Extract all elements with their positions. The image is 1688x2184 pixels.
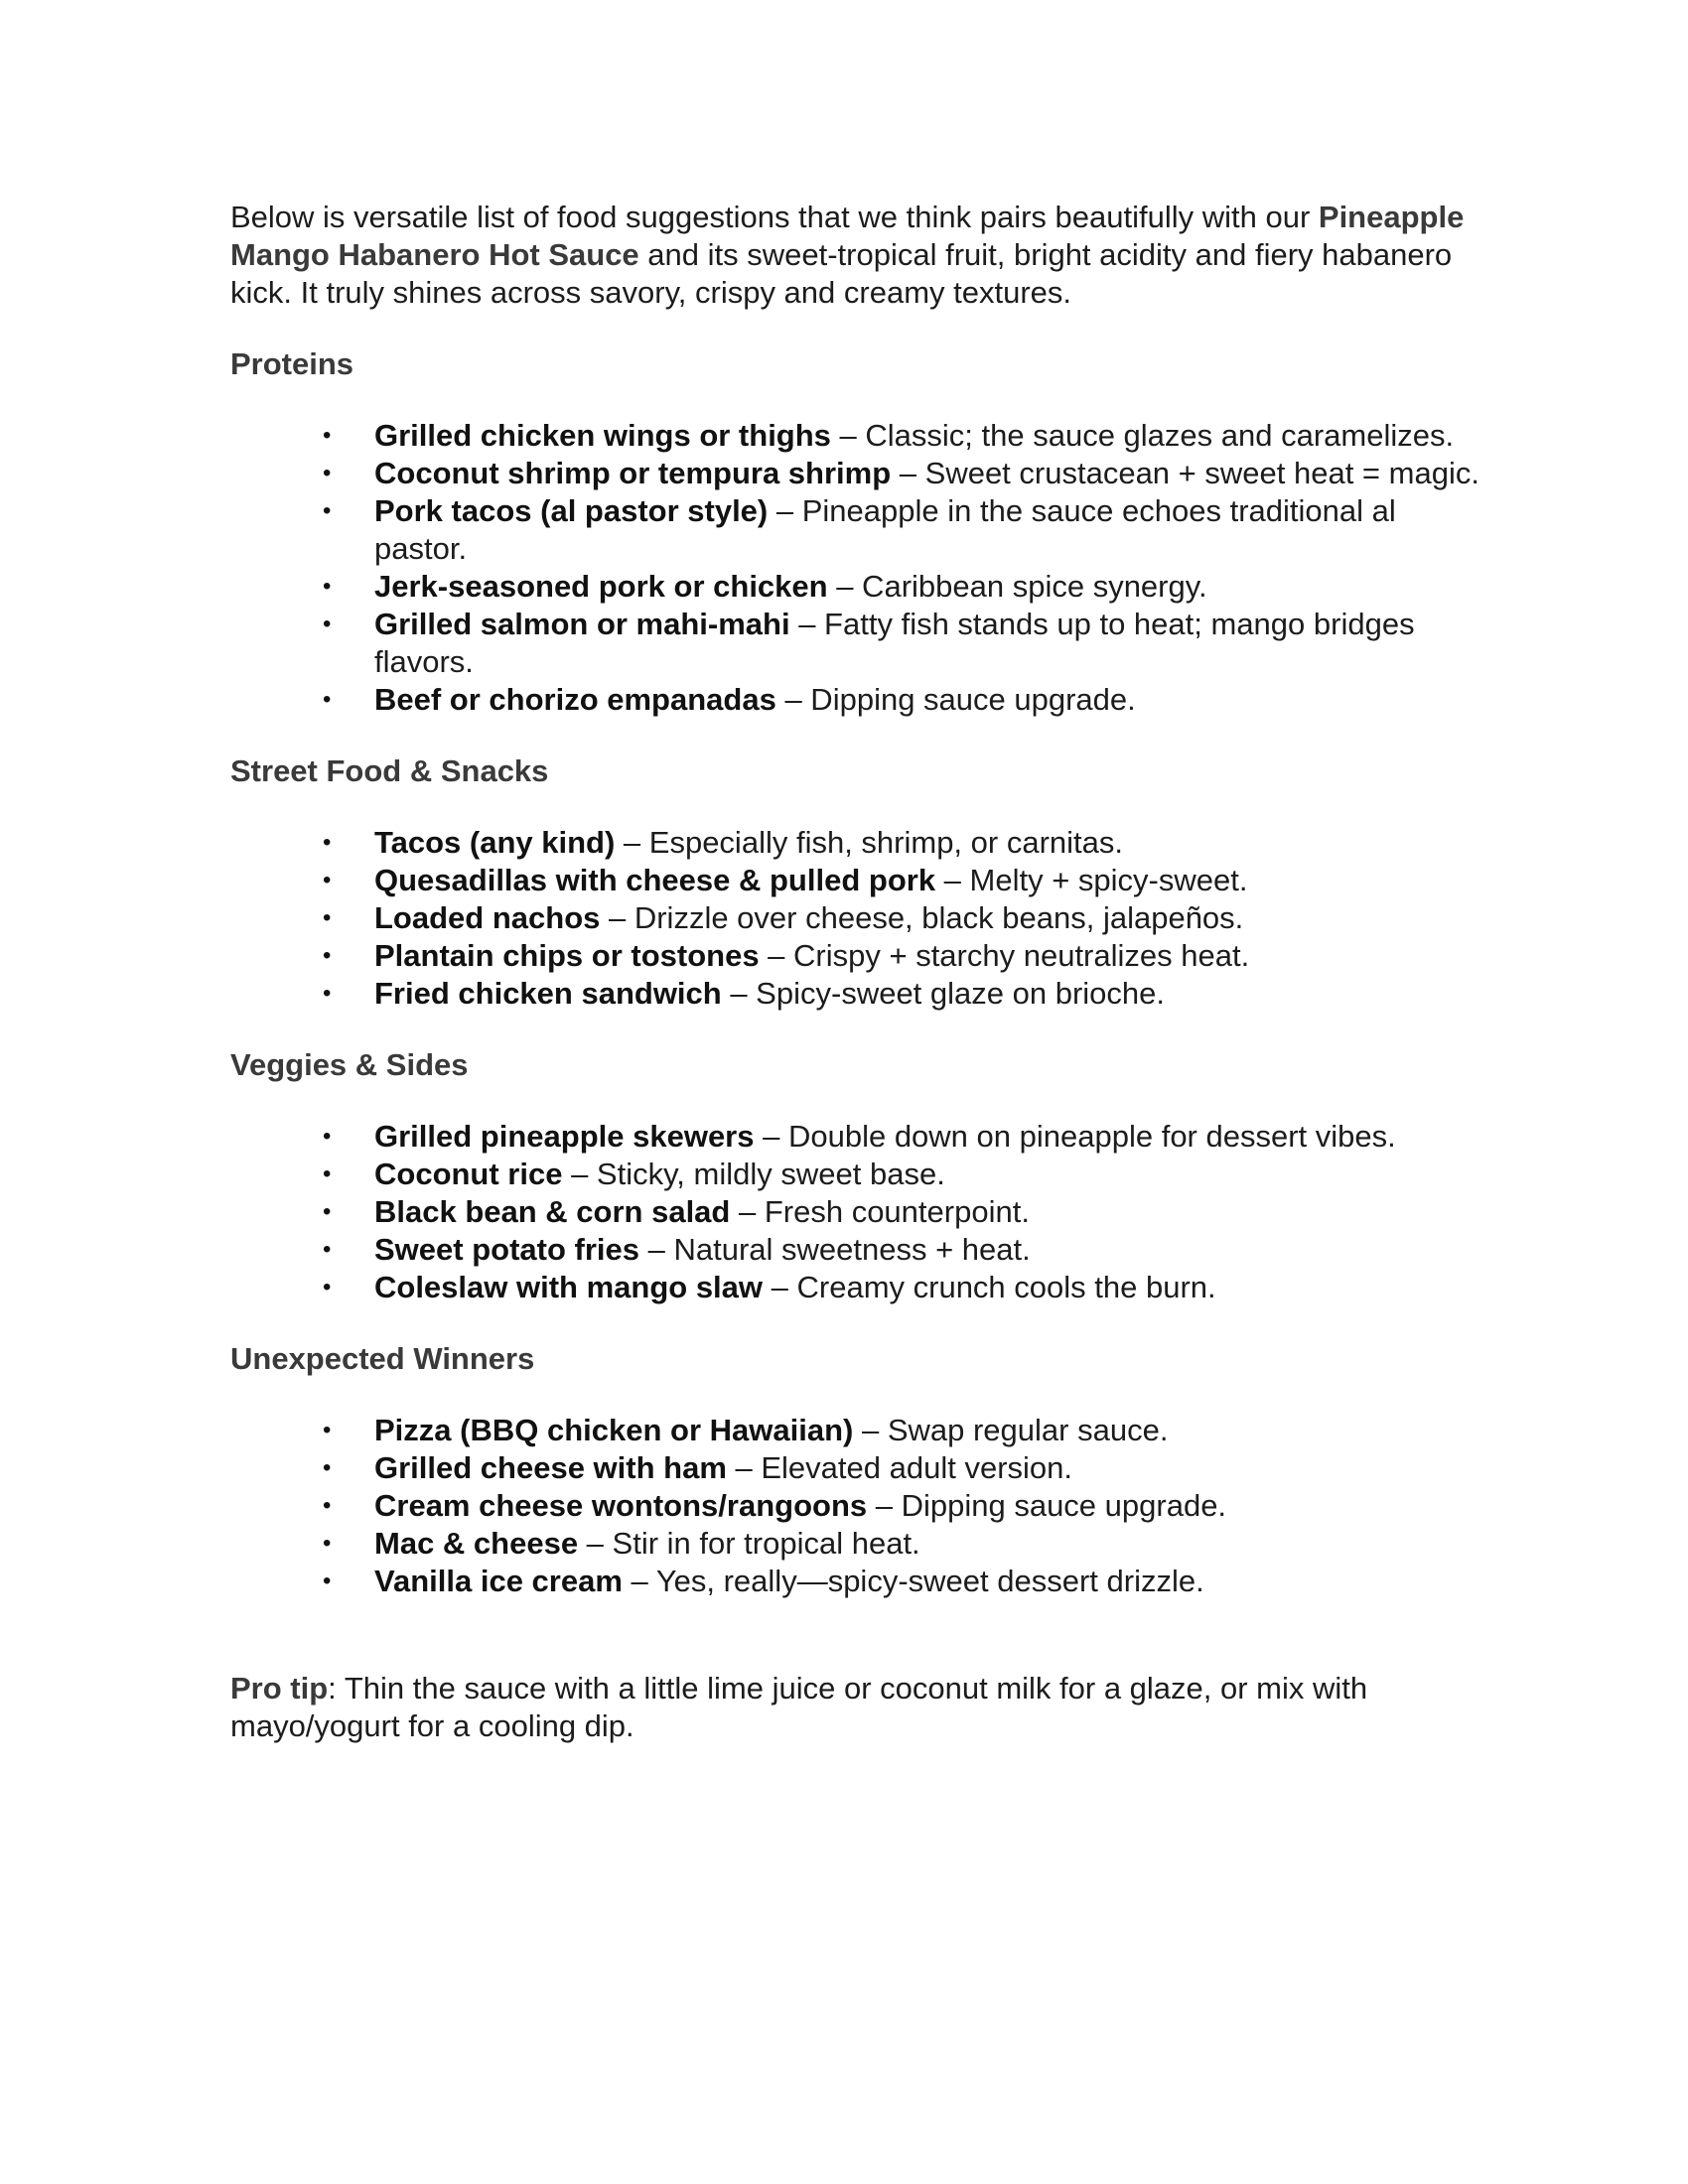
pro-tip-label: Pro tip — [230, 1671, 329, 1706]
list-item — [230, 824, 1491, 862]
item-name: Fried chicken sandwich — [374, 976, 722, 1011]
list-item — [230, 492, 1491, 568]
list-item — [230, 1525, 1491, 1563]
bullet-icon: • — [323, 422, 332, 449]
list-item — [230, 681, 1491, 719]
item-description: – Especially fish, shrimp, or carnitas. — [615, 825, 1123, 860]
list-item — [230, 1563, 1491, 1600]
item-name: Plantain chips or tostones — [374, 938, 760, 973]
item-name: Tacos (any kind) — [374, 825, 616, 860]
item-list — [230, 1118, 1491, 1306]
list-item — [230, 1193, 1491, 1231]
item-description: – Dipping sauce upgrade. — [867, 1488, 1227, 1523]
item-description: – Stir in for tropical heat. — [578, 1526, 920, 1561]
item-name: Mac & cheese — [374, 1526, 579, 1561]
bullet-icon: • — [323, 1198, 332, 1225]
item-description: – Fatty fish stands up to heat; mango bridges flavors. — [374, 607, 1415, 679]
section-proteins — [230, 345, 1491, 719]
list-item — [230, 1412, 1491, 1449]
item-description: – Elevated adult version. — [726, 1450, 1073, 1485]
item-name: Grilled cheese with ham — [374, 1450, 727, 1485]
section-veggies-sides — [230, 1046, 1491, 1306]
bullet-icon: • — [323, 1530, 332, 1557]
item-name: Coconut shrimp or tempura shrimp — [374, 456, 892, 490]
spacer — [230, 1634, 1491, 1670]
list-item — [230, 1156, 1491, 1193]
bullet-icon: • — [323, 1274, 332, 1300]
list-item — [230, 1449, 1491, 1487]
list-item — [230, 899, 1491, 937]
list-item — [230, 455, 1491, 492]
list-item — [230, 417, 1491, 455]
section-unexpected-winners — [230, 1340, 1491, 1600]
item-description: – Creamy crunch cools the burn. — [763, 1270, 1216, 1304]
bullet-icon: • — [323, 1417, 332, 1443]
list-item — [230, 1269, 1491, 1306]
item-list — [230, 824, 1491, 1013]
item-list — [230, 417, 1491, 719]
pro-tip-text: : Thin the sauce with a little lime juice or coconut milk for a glaze, or mix with mayo/yogurt for a cooling dip. — [230, 1671, 1368, 1743]
intro-text-after: and its sweet-tropical fruit, bright acidity and fiery habanero kick. It truly shines across savory, crispy and creamy textures. — [230, 237, 1453, 310]
bullet-icon: • — [323, 686, 332, 713]
document-page — [230, 199, 1491, 1745]
list-item — [230, 937, 1491, 975]
bullet-icon: • — [323, 904, 332, 931]
item-description: – Melty + spicy-sweet. — [935, 863, 1248, 897]
list-item — [230, 975, 1491, 1013]
pro-tip-paragraph — [230, 1670, 1491, 1745]
section-heading: Veggies & Sides — [230, 1047, 469, 1082]
intro-text-before: Below is versatile list of food suggestions that we think pairs beautifully with our — [230, 200, 1319, 234]
item-description: – Crispy + starchy neutralizes heat. — [759, 938, 1250, 973]
bullet-icon: • — [323, 1160, 332, 1187]
bullet-icon: • — [323, 980, 332, 1007]
item-description: – Natural sweetness + heat. — [639, 1232, 1031, 1267]
item-name: Loaded nachos — [374, 900, 601, 935]
bullet-icon: • — [323, 867, 332, 893]
bullet-icon: • — [323, 1492, 332, 1519]
item-name: Beef or chorizo empanadas — [374, 682, 776, 717]
item-description: – Swap regular sauce. — [853, 1413, 1169, 1447]
item-description: – Double down on pineapple for dessert vibes. — [754, 1119, 1396, 1154]
item-name: Sweet potato fries — [374, 1232, 639, 1267]
item-description: – Sweet crustacean + sweet heat = magic. — [891, 456, 1479, 490]
item-name: Grilled chicken wings or thighs — [374, 418, 831, 453]
bullet-icon: • — [323, 1236, 332, 1263]
bullet-icon: • — [323, 497, 332, 524]
item-name: Quesadillas with cheese & pulled pork — [374, 863, 936, 897]
intro-paragraph — [230, 199, 1491, 312]
list-item — [230, 568, 1491, 606]
product-name: Pineapple Mango Habanero Hot Sauce — [230, 200, 1465, 272]
list-item — [230, 1487, 1491, 1525]
bullet-icon: • — [323, 460, 332, 486]
item-name: Grilled pineapple skewers — [374, 1119, 755, 1154]
item-description: – Classic; the sauce glazes and caramelizes. — [830, 418, 1455, 453]
bullet-icon: • — [323, 1454, 332, 1481]
item-description: – Yes, really—spicy-sweet dessert drizzle. — [622, 1564, 1204, 1598]
section-heading: Unexpected Winners — [230, 1341, 535, 1376]
list-item — [230, 1118, 1491, 1156]
item-name: Cream cheese wontons/rangoons — [374, 1488, 868, 1523]
list-item — [230, 862, 1491, 899]
bullet-icon: • — [323, 573, 332, 600]
item-name: Vanilla ice cream — [374, 1564, 623, 1598]
section-street-food — [230, 752, 1491, 1013]
item-name: Coleslaw with mango slaw — [374, 1270, 764, 1304]
section-heading: Street Food & Snacks — [230, 753, 549, 788]
bullet-icon: • — [323, 942, 332, 969]
item-name: Black bean & corn salad — [374, 1194, 731, 1229]
item-description: – Sticky, mildly sweet base. — [562, 1157, 945, 1191]
item-name: Pork tacos (al pastor style) — [374, 493, 769, 528]
item-name: Grilled salmon or mahi-mahi — [374, 607, 790, 641]
list-item — [230, 606, 1491, 681]
section-heading: Proteins — [230, 346, 354, 381]
item-list — [230, 1412, 1491, 1600]
list-item — [230, 1231, 1491, 1269]
item-name: Coconut rice — [374, 1157, 563, 1191]
item-description: – Spicy-sweet glaze on brioche. — [721, 976, 1166, 1011]
item-description: – Dipping sauce upgrade. — [775, 682, 1136, 717]
bullet-icon: • — [323, 1568, 332, 1594]
bullet-icon: • — [323, 1123, 332, 1150]
item-description: – Caribbean spice synergy. — [827, 569, 1207, 604]
item-name: Pizza (BBQ chicken or Hawaiian) — [374, 1413, 854, 1447]
item-description: – Pineapple in the sauce echoes traditional al pastor. — [374, 493, 1396, 566]
bullet-icon: • — [323, 829, 332, 856]
bullet-icon: • — [323, 611, 332, 637]
item-description: – Fresh counterpoint. — [730, 1194, 1030, 1229]
item-name: Jerk-seasoned pork or chicken — [374, 569, 828, 604]
item-description: – Drizzle over cheese, black beans, jalapeños. — [600, 900, 1244, 935]
